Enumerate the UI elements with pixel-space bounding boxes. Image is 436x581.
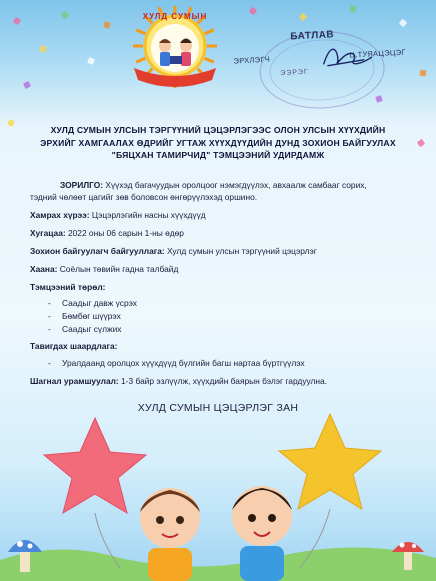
confetti-piece (13, 17, 21, 25)
organizer-label: Зохион байгуулагч байгууллага: (30, 246, 165, 256)
scope-value: Цэцэрлэгийн насны хүүхдүүд (89, 210, 206, 220)
place-label: Хаана: (30, 264, 58, 274)
stamp-subtext: ЭЭРЭГ (280, 68, 309, 78)
event-item: Саадыг сүлжих (62, 324, 122, 334)
confetti-piece (249, 7, 257, 15)
scope-line (30, 210, 206, 221)
title-line: ЭРХИЙГ ХАМГААЛАХ ӨДРИЙГ УГТАЖ ХҮҮХДҮҮДИЙН ДУНД ЗОХИОН БАЙГУУЛАХ (40, 137, 396, 148)
goal-text: Хүүхэд бaгачуудын оролцоог нэмэгдүүлэх, авхаалж самбааг сорих, (103, 180, 367, 190)
place-line (30, 264, 178, 275)
date-value: 2022 оны 06 сарын 1-ны өдөр (65, 228, 184, 238)
confetti-piece (417, 139, 425, 147)
list-item: - Бөмбөг шүүрэх (48, 311, 121, 321)
award-value: 1-3 байр эзлүүлж, хүүхдийн баярын бэлэг гардуулна. (118, 376, 328, 386)
title-line: ХУЛД СУМЫН УЛСЫН ТЭРГҮҮНИЙ ЦЭЦЭРЛЭГЭЭС ОЛОН УЛСЫН ХҮҮХДИЙН (50, 125, 386, 135)
stamp-director-label: ЭРХЛЭГЧ (233, 54, 271, 66)
boy-character-icon (232, 486, 292, 581)
organizer-value: Хулд сумын улсын тэргүүний цэцэрлэг (164, 246, 317, 256)
event-item: Саадыг давж үсрэх (62, 298, 137, 308)
sun-ray (205, 58, 214, 62)
sun-ray (136, 58, 145, 62)
confetti-piece (7, 119, 15, 127)
event-item: Бөмбөг шүүрэх (62, 311, 121, 321)
confetti-piece (349, 5, 357, 13)
date-label: Хугацаа: (30, 228, 66, 238)
stamp-approve-label: БАТЛАВ (290, 29, 335, 43)
sun-ray (205, 30, 214, 34)
confetti-piece (103, 21, 110, 28)
kindergarten-logo (120, 6, 230, 92)
requirement-item: Уралдаанд оролцох хүүхдүүд бүлгийн багш нартаа бүртгүүлэх (62, 358, 305, 368)
star-balloon-icon (44, 418, 146, 568)
approval-stamp (230, 17, 413, 118)
confetti-piece (87, 57, 95, 65)
grass-icon (0, 547, 436, 581)
award-label: Шагнал урамшуулал: (30, 376, 119, 386)
goal-label: ЗОРИЛГО: (60, 180, 104, 190)
date-line (30, 228, 184, 239)
stamp-director-name: Ц.ТУЯАЦЭЦЭГ (349, 47, 407, 60)
confetti-piece (299, 13, 307, 21)
events-label: Тэмцээний төрөл: (30, 282, 106, 292)
award-line (30, 376, 327, 387)
confetti-piece (40, 46, 47, 53)
goal-continuation: тэдний чөлөөт цагийг зөв боловсон өнгөрүүлэхэд оршино. (30, 192, 258, 202)
scope-label: Хамрах хүрээ: (30, 210, 90, 220)
footer-signature: ХУЛД СУМЫН ЦЭЦЭРЛЭГ ЗАН (137, 402, 299, 414)
list-item: - Уралдаанд оролцох хүүхдүүд бүлгийн багш нартаа бүртгүүлэх (48, 358, 305, 368)
confetti-piece (23, 81, 31, 89)
sun-ray (136, 30, 145, 34)
place-value: Соёлын төвийн гадна талбайд (57, 264, 179, 274)
requirements-label: Тавигдах шаардлага: (30, 341, 118, 351)
title-line: "БЯЦХАН ТАМИРЧИД" ТЭМЦЭЭНИЙ УДИРДАМЖ (111, 150, 325, 160)
girl-character-icon (140, 488, 200, 581)
logo-text: ХУЛД СУМЫН (142, 12, 208, 21)
confetti-piece (419, 69, 426, 76)
balloons-illustration (0, 400, 436, 581)
document-title (30, 124, 406, 162)
goal-line (60, 180, 367, 191)
organizer-line (30, 246, 317, 257)
confetti-piece (61, 11, 69, 19)
list-item: - Саадыг сүлжих (48, 324, 122, 334)
list-item: - Саадыг давж үсрэх (48, 298, 137, 308)
star-balloon-icon (279, 414, 381, 568)
